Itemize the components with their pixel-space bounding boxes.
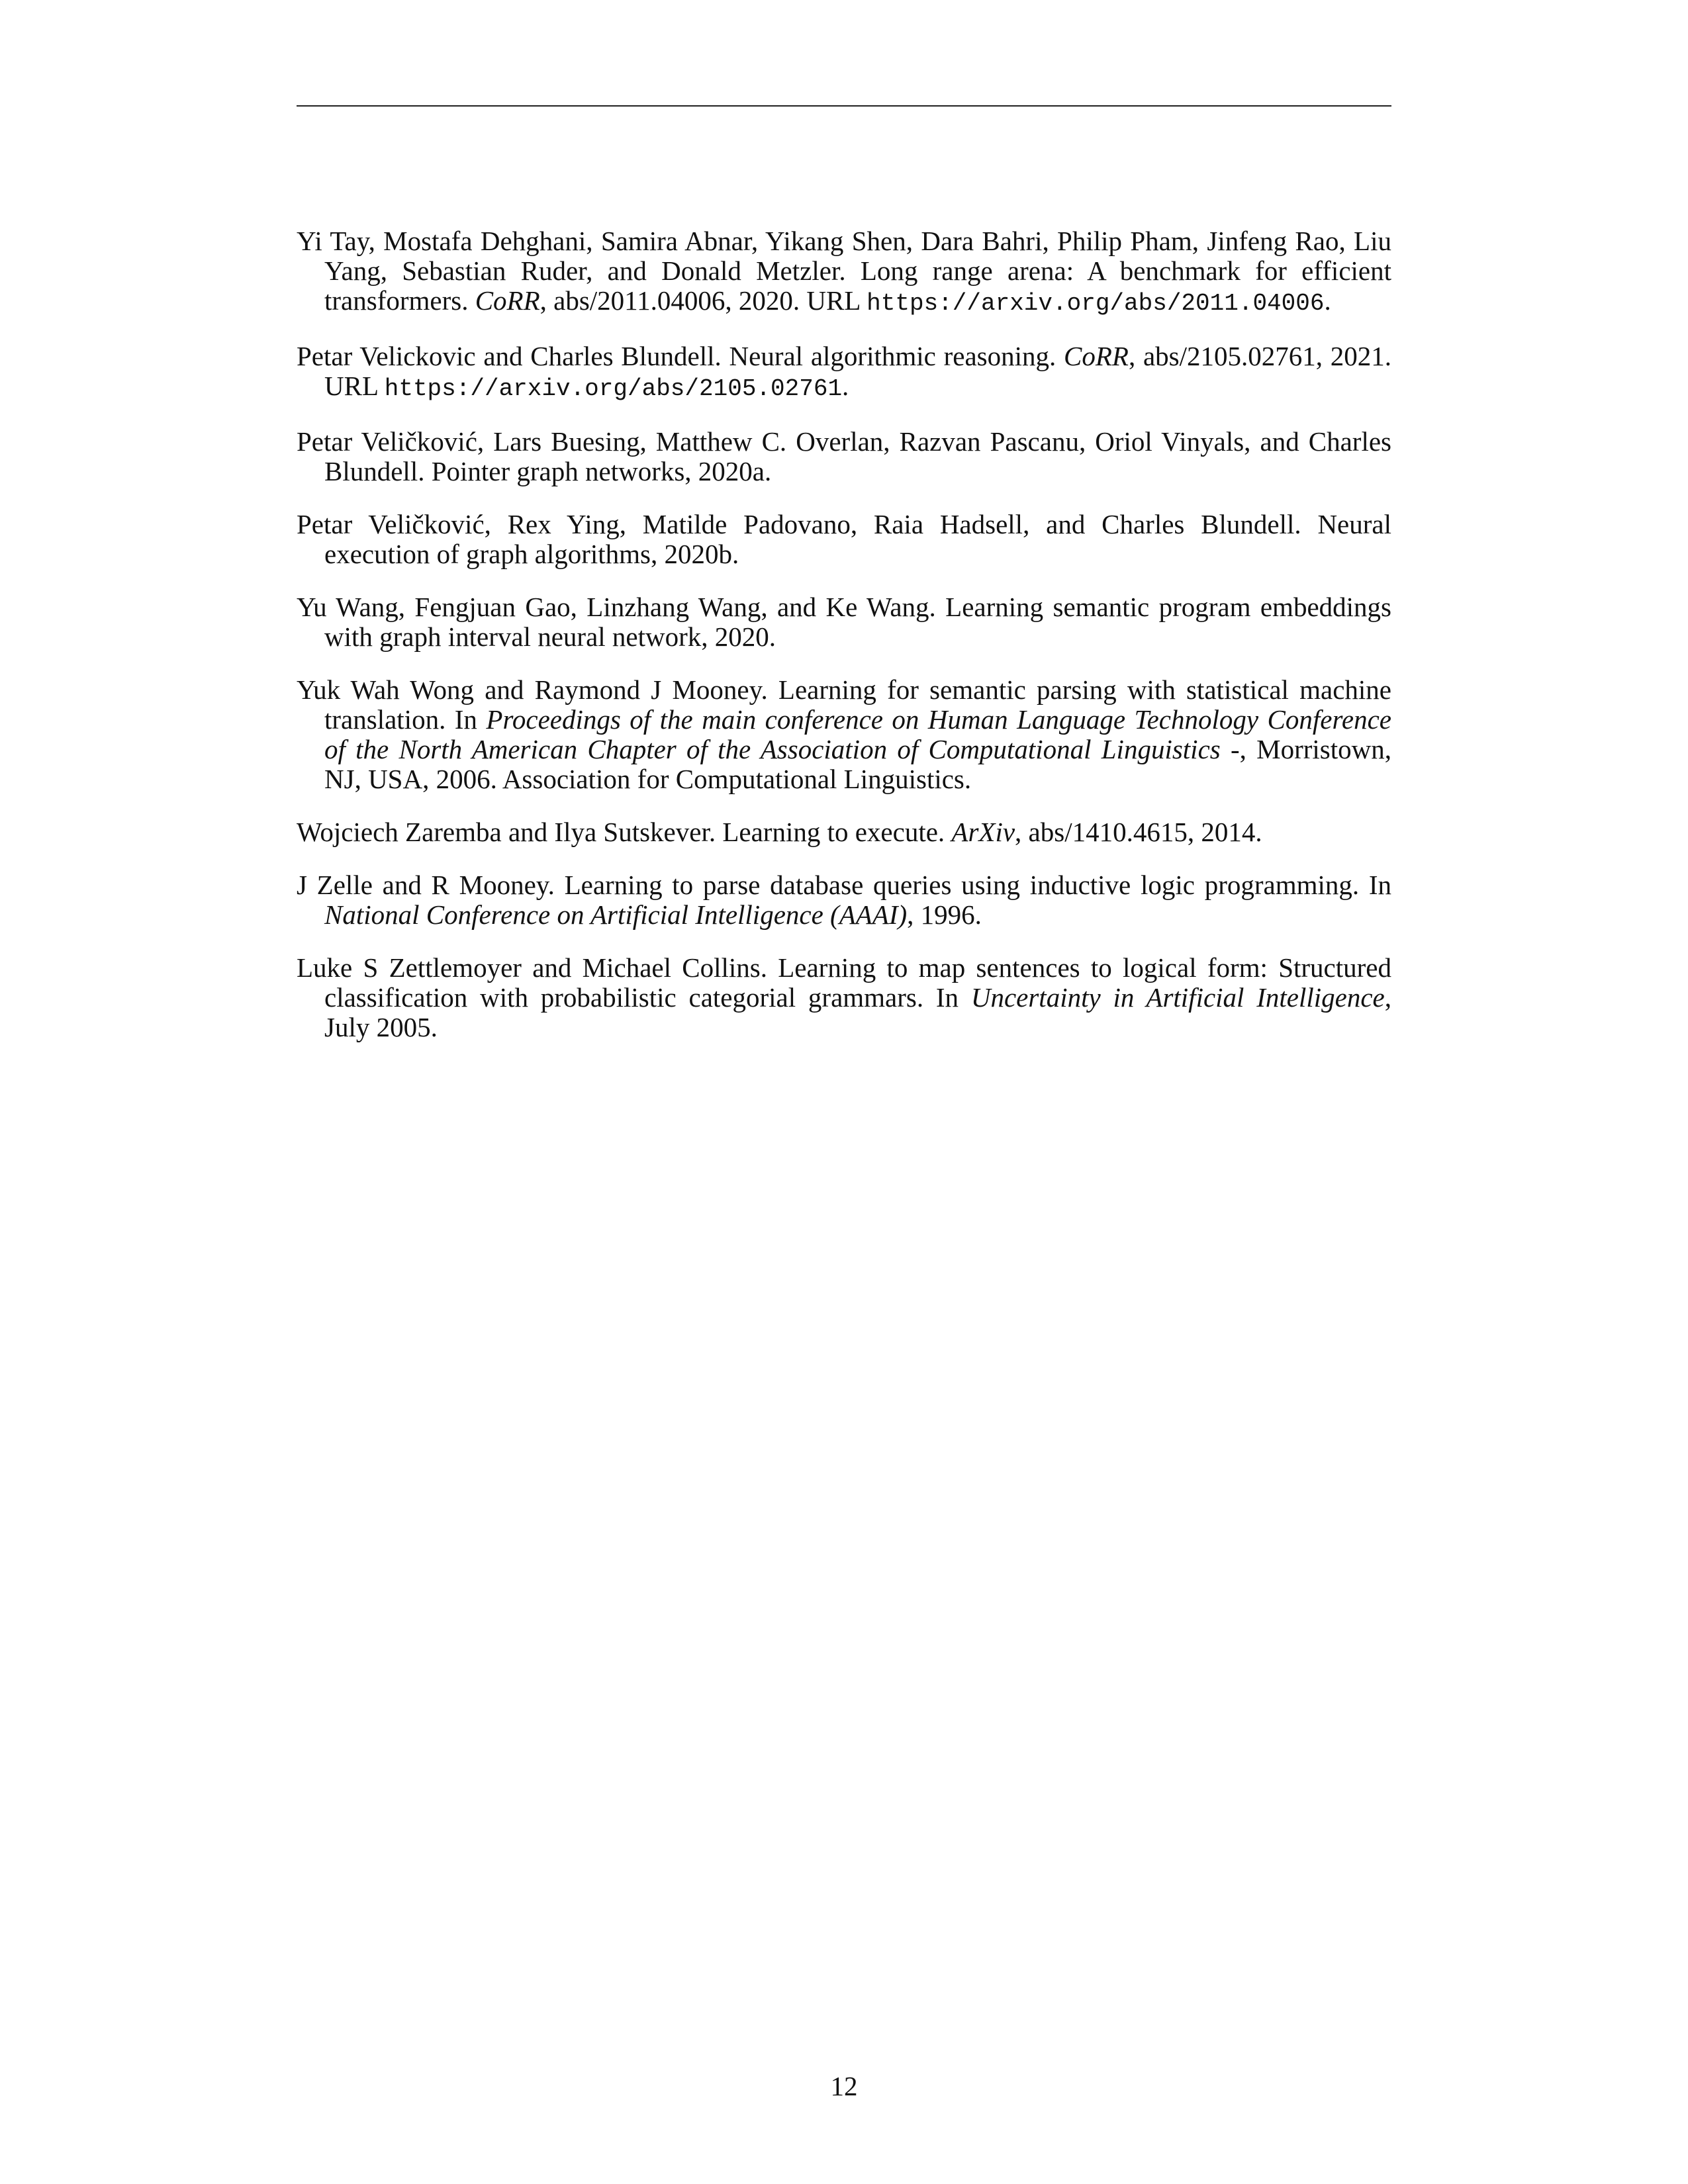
reference-venue: CoRR	[475, 285, 540, 316]
reference-entry-zelle-1996	[297, 870, 1391, 930]
reference-text: Luke S Zettlemoyer and Michael Collins. Learning to map sentences to logical form: Structured classification with probabilistic categorial grammars. In	[297, 952, 1391, 1013]
reference-details: , abs/1410.4615, 2014.	[1015, 817, 1262, 847]
reference-venue: National Conference on Artificial Intelligence (AAAI)	[324, 899, 908, 930]
header-rule	[297, 105, 1391, 107]
reference-venue: Uncertainty in Artificial Intelligence	[970, 982, 1385, 1013]
reference-text: Yuk Wah Wong and Raymond J Mooney. Learning for semantic parsing with statistical machine translation. In	[297, 674, 1391, 735]
reference-text: Petar Veličković, Lars Buesing, Matthew C. Overlan, Razvan Pascanu, Oriol Vinyals, and Charles Blundell. Pointer graph networks, 2020a.	[297, 426, 1391, 486]
reference-url-link[interactable]: https://arxiv.org/abs/2011.04006	[867, 290, 1325, 317]
reference-entry-wong-2006	[297, 675, 1391, 794]
reference-entry-velickovic-2020b	[297, 510, 1391, 569]
reference-entry-zaremba-2014	[297, 817, 1391, 847]
reference-text: Petar Velickovic and Charles Blundell. Neural algorithmic reasoning.	[297, 341, 1064, 371]
reference-venue: ArXiv	[951, 817, 1015, 847]
reference-details: , 1996.	[907, 899, 982, 930]
reference-details: , abs/2011.04006, 2020. URL	[539, 285, 867, 316]
reference-text: Yi Tay, Mostafa Dehghani, Samira Abnar, Yikang Shen, Dara Bahri, Philip Pham, Jinfeng Rao, Liu Yang, Sebastian Ruder, and Donald Metzler. Long range arena: A benchmark for efficient transformers.	[297, 226, 1391, 316]
reference-end: .	[842, 371, 849, 401]
reference-text: Petar Veličković, Rex Ying, Matilde Padovano, Raia Hadsell, and Charles Blundell. Neural execution of graph algorithms, 2020b.	[297, 509, 1391, 569]
reference-entry-wang-2020	[297, 592, 1391, 652]
reference-details: , July 2005.	[324, 982, 1391, 1042]
references-list	[297, 226, 1391, 1066]
reference-end: .	[1324, 285, 1331, 316]
reference-venue: Proceedings of the main conference on Human Language Technology Conference of the North American Chapter of the Association of Computational Linguistics	[324, 704, 1391, 764]
reference-entry-velickovic-2021	[297, 341, 1391, 404]
reference-entry-velickovic-2020a	[297, 427, 1391, 486]
reference-entry-zettlemoyer-2005	[297, 953, 1391, 1042]
reference-details: -, Morristown, NJ, USA, 2006. Association for Computational Linguistics.	[324, 734, 1392, 794]
reference-text: Yu Wang, Fengjuan Gao, Linzhang Wang, and Ke Wang. Learning semantic program embeddings with graph interval neural network, 2020.	[297, 592, 1391, 652]
page-number: 12	[830, 2071, 858, 2101]
reference-text: J Zelle and R Mooney. Learning to parse database queries using inductive logic programming. In	[297, 870, 1391, 900]
reference-url-link[interactable]: https://arxiv.org/abs/2105.02761	[384, 375, 843, 402]
reference-entry-tay-2020	[297, 226, 1391, 318]
reference-text: Wojciech Zaremba and Ilya Sutskever. Learning to execute.	[297, 817, 952, 847]
reference-venue: CoRR	[1064, 341, 1129, 371]
reference-details: , abs/2105.02761, 2021. URL	[324, 341, 1391, 401]
